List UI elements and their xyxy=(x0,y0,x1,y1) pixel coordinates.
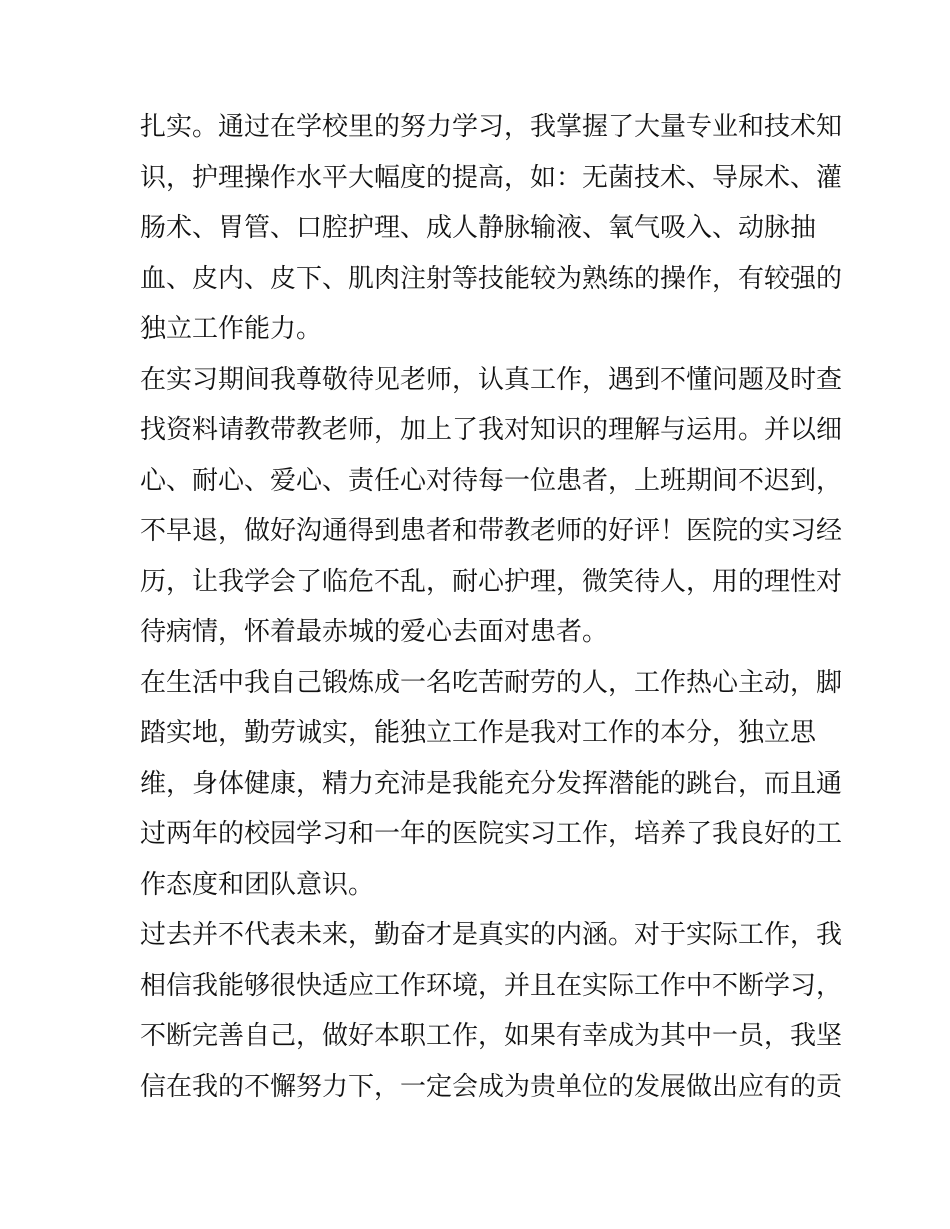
text-line: 血、皮内、皮下、肌肉注射等技能较为熟练的操作，有较强的 xyxy=(140,263,843,294)
text-line: 找资料请教带教老师，加上了我对知识的理解与运用。并以细 xyxy=(140,415,843,445)
text-line: 在生活中我自己锻炼成一名吃苦耐劳的人，工作热心主动，脚 xyxy=(140,667,843,698)
text-line: 踏实地，勤劳诚实，能独立工作是我对工作的本分，独立思 xyxy=(140,718,817,748)
text-line: 不早退，做好沟通得到患者和带教老师的好评！医院的实习经 xyxy=(140,516,843,546)
document-body xyxy=(140,102,843,1112)
text-line: 独立工作能力。 xyxy=(140,314,323,344)
text-line: 肠术、胃管、口腔护理、成人静脉输液、氧气吸入、动脉抽 xyxy=(140,213,817,243)
text-line: 待病情，怀着最赤城的爱心去面对患者。 xyxy=(140,617,609,647)
text-line: 不断完善自己，做好本职工作，如果有幸成为其中一员，我坚 xyxy=(140,1021,843,1051)
text-line: 过去并不代表未来，勤奋才是真实的内涵。对于实际工作，我 xyxy=(140,920,843,950)
text-line: 识，护理操作水平大幅度的提高，如：无菌技术、导尿术、灌 xyxy=(140,162,843,193)
text-line: 扎实。通过在学校里的努力学习，我掌握了大量专业和技术知 xyxy=(140,112,843,142)
text-line: 维，身体健康，精力充沛是我能充分发挥潜能的跳台，而且通 xyxy=(140,768,843,799)
text-line: 心、耐心、爱心、责任心对待每一位患者，上班期间不迟到， xyxy=(140,465,843,496)
text-line: 在实习期间我尊敬待见老师，认真工作，遇到不懂问题及时查 xyxy=(140,364,843,395)
text-line: 过两年的校园学习和一年的医院实习工作，培养了我良好的工 xyxy=(140,819,843,849)
text-line: 历，让我学会了临危不乱，耐心护理，微笑待人，用的理性对 xyxy=(140,566,843,597)
text-line: 信在我的不懈努力下，一定会成为贵单位的发展做出应有的贡 xyxy=(140,1071,843,1102)
text-line: 作态度和团队意识。 xyxy=(140,869,375,900)
text-line: 相信我能够很快适应工作环境，并且在实际工作中不断学习， xyxy=(140,970,843,1001)
